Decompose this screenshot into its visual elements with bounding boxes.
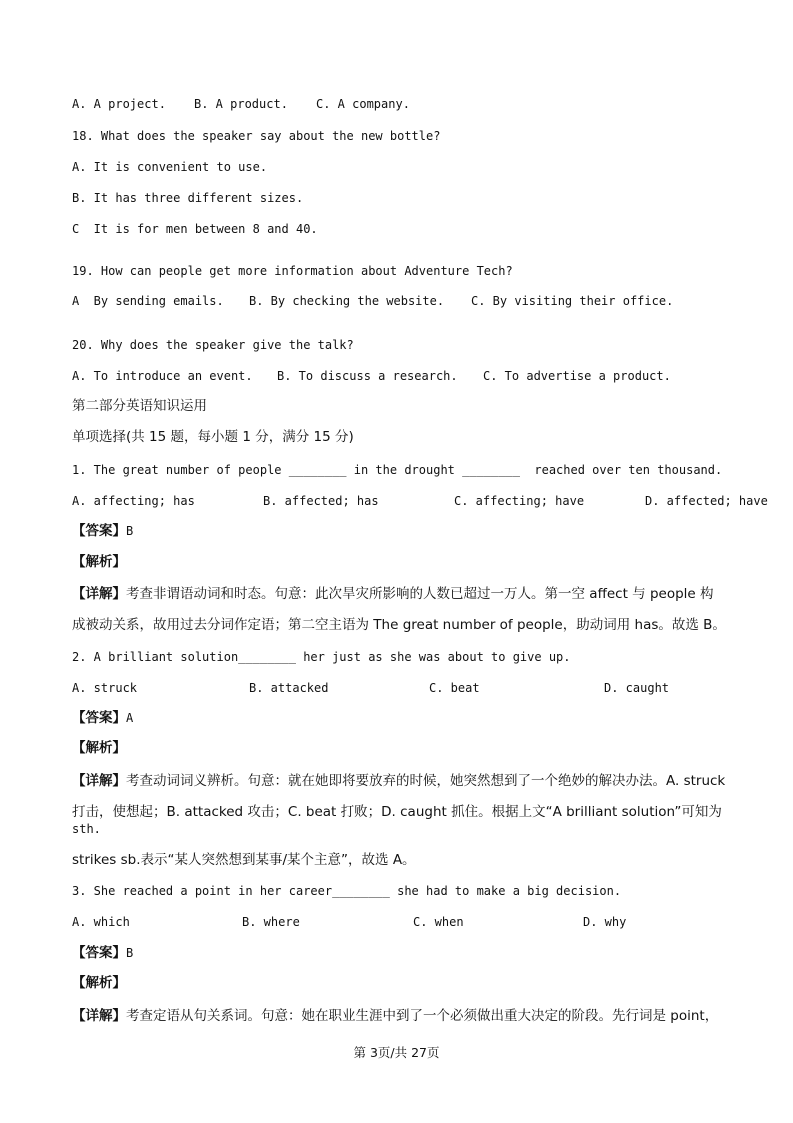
- mc2-answer: [72, 711, 133, 725]
- answer-value: A: [126, 711, 134, 725]
- mc1-option-a: A. affecting; has: [72, 494, 195, 508]
- q20-question: 20. Why does the speaker give the talk?: [72, 338, 354, 352]
- q20-option-b: B. To discuss a research.: [277, 369, 458, 383]
- mc2-option-b: B. attacked: [249, 681, 329, 695]
- q18-option-a: A. It is convenient to use.: [72, 160, 268, 174]
- q19-option-c: C. By visiting their office.: [471, 294, 674, 308]
- mc3-question: 3. She reached a point in her career________ she had to make a big decision.: [72, 884, 622, 898]
- q17-option-c: C. A company.: [316, 97, 410, 111]
- answer-value: B: [126, 524, 134, 538]
- mc3-option-a: A. which: [72, 915, 130, 929]
- mc2-detail-line-3: sth.: [72, 822, 101, 836]
- page-footer: 第 3页/共 27页: [353, 1045, 440, 1060]
- q17-option-a: A. A project.: [72, 97, 166, 111]
- section-subtitle: 单项选择(共 15 题，每小题 1 分，满分 15 分): [72, 429, 354, 445]
- detail-text: 考查动词词义辨析。句意：就在她即将要放弃的时候，她突然想到了一个绝妙的解决办法。A. struck: [126, 773, 726, 789]
- mc3-option-c: C. when: [413, 915, 464, 929]
- mc1-question: 1. The great number of people ________ in the drought ________ reached over ten thousand.: [72, 463, 723, 477]
- mc3-analysis-label: 【解析】: [72, 975, 126, 991]
- mc1-detail-line-2: 成被动关系，故用过去分词作定语；第二空主语为 The great number of people，助动词用 has。故选 B。: [72, 617, 726, 633]
- detail-text: 考查非谓语动词和时态。句意：此次旱灾所影响的人数已超过一万人。第一空 affect 与 people 构: [126, 586, 714, 602]
- detail-label: 【详解】: [72, 1008, 126, 1024]
- mc2-analysis-label: 【解析】: [72, 740, 126, 756]
- mc1-option-b: B. affected; has: [263, 494, 379, 508]
- q19-option-b: B. By checking the website.: [249, 294, 445, 308]
- detail-text: 考查定语从句关系词。句意：她在职业生涯中到了一个必须做出重大决定的阶段。先行词是 point，: [126, 1008, 719, 1024]
- mc3-detail-line-1: [72, 1009, 718, 1023]
- q19-question: 19. How can people get more information about Adventure Tech?: [72, 264, 513, 278]
- mc1-option-d: D. affected; have: [645, 494, 768, 508]
- mc2-option-a: A. struck: [72, 681, 138, 695]
- q18-option-c: C It is for men between 8 and 40.: [72, 222, 318, 236]
- section-title: 第二部分英语知识运用: [72, 398, 207, 414]
- mc2-detail-line-1: [72, 774, 725, 788]
- q17-option-b: B. A product.: [194, 97, 288, 111]
- mc2-option-d: D. caught: [604, 681, 670, 695]
- answer-label: 【答案】: [72, 945, 126, 961]
- detail-label: 【详解】: [72, 773, 126, 789]
- mc1-answer: [72, 524, 133, 538]
- q18-question: 18. What does the speaker say about the new bottle?: [72, 129, 441, 143]
- q18-option-b: B. It has three different sizes.: [72, 191, 304, 205]
- mc2-detail-line-4: strikes sb.表示“某人突然想到某事/某个主意”，故选 A。: [72, 852, 416, 868]
- mc2-detail-line-2: 打击，使想起；B. attacked 攻击；C. beat 打败；D. caught 抓住。根据上文“A brilliant solution”可知为: [72, 804, 722, 820]
- mc3-option-b: B. where: [242, 915, 300, 929]
- q19-option-a: A By sending emails.: [72, 294, 224, 308]
- mc2-option-c: C. beat: [429, 681, 480, 695]
- q20-option-a: A. To introduce an event.: [72, 369, 253, 383]
- answer-value: B: [126, 946, 134, 960]
- detail-label: 【详解】: [72, 586, 126, 602]
- answer-label: 【答案】: [72, 710, 126, 726]
- mc2-question: 2. A brilliant solution________ her just as she was about to give up.: [72, 650, 571, 664]
- mc1-detail-line-1: [72, 587, 714, 601]
- mc1-option-c: C. affecting; have: [454, 494, 585, 508]
- mc3-option-d: D. why: [583, 915, 627, 929]
- mc3-answer: [72, 946, 133, 960]
- q20-option-c: C. To advertise a product.: [483, 369, 671, 383]
- answer-label: 【答案】: [72, 523, 126, 539]
- mc1-analysis-label: 【解析】: [72, 554, 126, 570]
